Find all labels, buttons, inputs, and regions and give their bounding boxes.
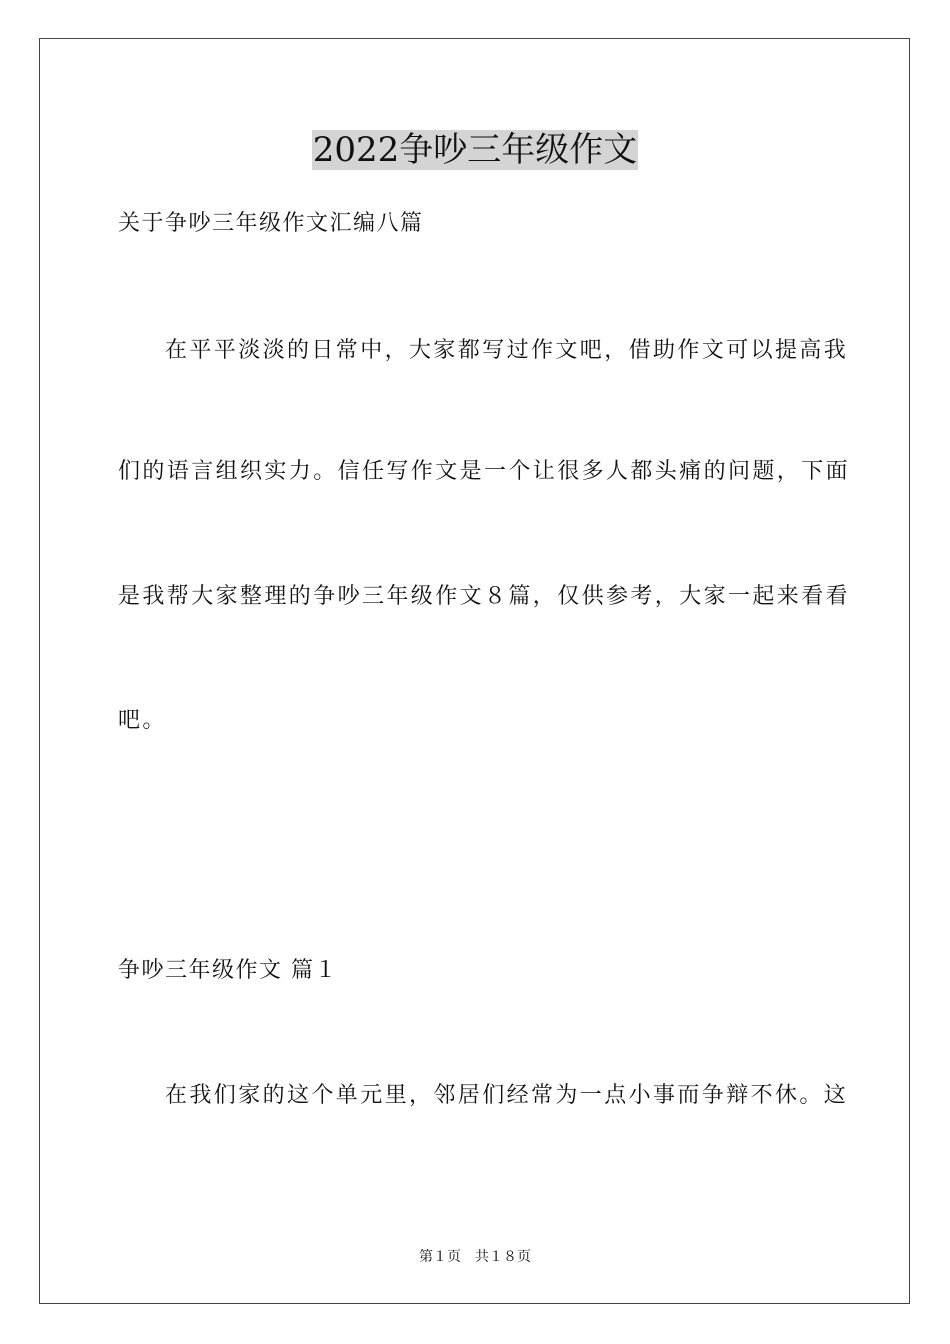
paragraph-line: 们的语言组织实力。信任写作文是一个让很多人都头痛的问题，下面 <box>118 459 851 484</box>
page-footer <box>0 1247 950 1267</box>
page-number: 第１页 <box>419 1249 461 1265</box>
paragraph-line: 是我帮大家整理的争吵三年级作文８篇，仅供参考，大家一起来看看 <box>118 584 851 609</box>
paragraph-line: 在我们家的这个单元里，邻居们经常为一点小事而争辩不休。这 <box>165 1083 849 1108</box>
page-total: 共１８页 <box>475 1249 531 1265</box>
paragraph-line: 在平平淡淡的日常中，大家都写过作文吧，借助作文可以提高我 <box>165 338 849 363</box>
document-subtitle: 关于争吵三年级作文汇编八篇 <box>118 211 424 236</box>
paragraph-line: 吧。 <box>118 708 167 733</box>
document-title <box>0 126 950 174</box>
document-title-text: 2022争吵三年级作文 <box>312 130 638 170</box>
section-heading: 争吵三年级作文 篇１ <box>118 958 338 983</box>
